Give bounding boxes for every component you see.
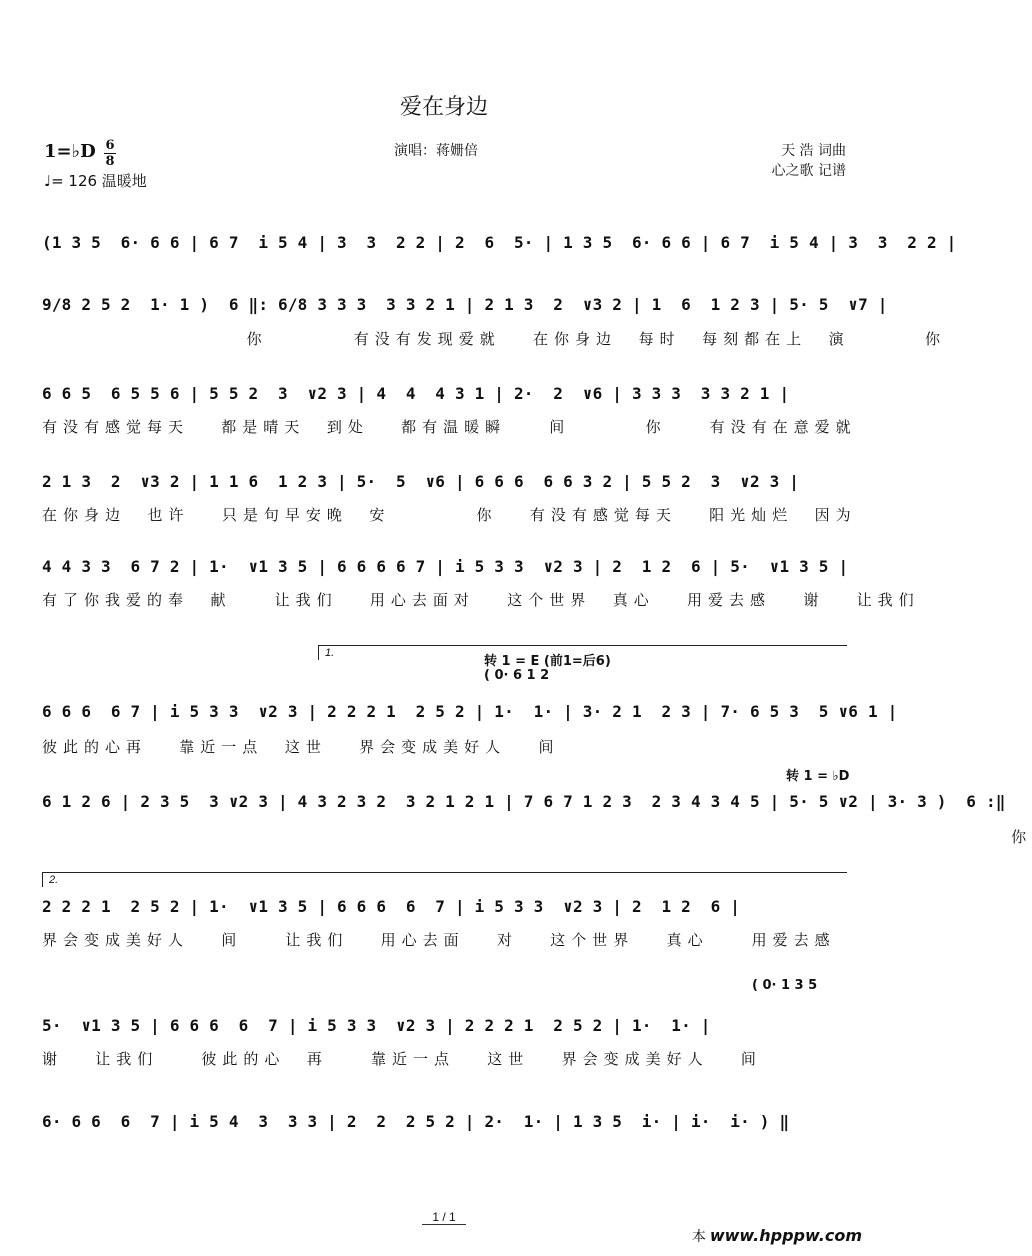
page-number-text: 1 / 1: [422, 1210, 465, 1225]
watermark: [692, 1226, 862, 1246]
modulation-marking-1: 转 1 = E (前1=后6): [484, 654, 611, 669]
transcriber-credit: 心之歌 记谱: [771, 163, 846, 179]
time-signature-top: 6: [105, 138, 115, 153]
notation-row-8: 2 2 2 1 2 5 2 | 1· ∨1 3 5 | 6 6 6 6 7 | i 5 3 3 ∨2 3 | 2 1 2 6 |: [42, 897, 741, 916]
lyrics-row-3: 有没有感觉每天 都是晴天 到处 都有温暖瞬 间 你 有没有在意爱就: [42, 418, 857, 436]
key-signature: 1=♭D: [44, 141, 96, 162]
volta-bracket-2: [42, 872, 847, 887]
notation-row-6: 6 6 6 6 7 | i 5 3 3 ∨2 3 | 2 2 2 1 2 5 2 | 1· 1· | 3· 2 1 2 3 | 7· 6 5 3 5 ∨6 1 |: [42, 702, 898, 721]
page-number: [0, 1210, 888, 1224]
composer-credit: 天 浩 词曲: [781, 143, 846, 159]
notation-row-5: 4 4 3 3 6 7 2 | 1· ∨1 3 5 | 6 6 6 6 7 | i 5 3 3 ∨2 3 | 2 1 2 6 | 5· ∨1 3 5 |: [42, 557, 849, 576]
page-title: 爱在身边: [399, 95, 488, 120]
notation-row-10: 6· 6 6 6 7 | i 5 4 3 3 3 | 2 2 2 5 2 | 2· 1· | 1 3 5 i· | i· i· ) ‖: [42, 1112, 790, 1131]
lyrics-row-7: 你: [42, 828, 1032, 846]
lyrics-row-8: 界会变成美好人 间 让我们 用心去面 对 这个世界 真心 用爱去感: [42, 931, 836, 949]
volta-label-1: 1.: [325, 647, 335, 659]
lyrics-row-9: 谢 让我们 彼此的心 再 靠近一点 这世 界会变成美好人 间: [42, 1050, 762, 1068]
time-signature: [104, 139, 116, 168]
watermark-prefix: 本: [691, 1229, 706, 1245]
notation-row-3: 6 6 5 6 5 5 6 | 5 5 2 3 ∨2 3 | 4 4 4 3 1 | 2· 2 ∨6 | 3 3 3 3 3 2 1 |: [42, 384, 790, 403]
modulation-marking-2: 转 1 = ♭D: [786, 769, 850, 784]
intro-pickup-1: ( 0· 6 1 2: [484, 668, 550, 683]
notation-row-7: 6 1 2 6 | 2 3 5 3 ∨2 3 | 4 3 2 3 2 3 2 1 2 1 | 7 6 7 1 2 3 2 3 4 3 4 5 | 5· 5 ∨2 | 3· 3 ) 6 :‖: [42, 792, 1006, 811]
lyrics-row-2: 你 有没有发现爱就 在你身边 每时 每刻都在上 演 你: [42, 330, 947, 348]
notation-row-1: (1 3 5 6· 6 6 | 6 7 i 5 4 | 3 3 2 2 | 2 6 5· | 1 3 5 6· 6 6 | 6 7 i 5 4 | 3 3 2 2 |: [42, 233, 957, 252]
notation-row-4: 2 1 3 2 ∨3 2 | 1 1 6 1 2 3 | 5· 5 ∨6 | 6 6 6 6 6 3 2 | 5 5 2 3 ∨2 3 |: [42, 472, 800, 491]
singer-credit: 演唱：蒋姗倍: [394, 143, 478, 159]
lyrics-row-4: 在你身边 也许 只是句早安晚 安 你 有没有感觉每天 阳光灿烂 因为: [42, 506, 857, 524]
volta-label-2: 2.: [49, 874, 59, 886]
notation-row-9: 5· ∨1 3 5 | 6 6 6 6 7 | i 5 3 3 ∨2 3 | 2 2 2 1 2 5 2 | 1· 1· |: [42, 1016, 711, 1035]
notation-row-2: 9/8 2 5 2 1· 1 ) 6 ‖: 6/8 3 3 3 3 3 2 1 | 2 1 3 2 ∨3 2 | 1 6 1 2 3 | 5· 5 ∨7 |: [42, 295, 888, 314]
time-signature-bottom: 8: [105, 154, 115, 169]
lyrics-row-6: 彼此的心再 靠近一点 这世 界会变成美好人 间: [42, 738, 560, 756]
intro-pickup-2: ( 0· 1 3 5: [752, 978, 818, 993]
watermark-text: www.hpppw.com: [709, 1226, 862, 1245]
tempo-marking: ♩= 126 温暖地: [44, 172, 147, 190]
lyrics-row-5: 有了你我爱的奉 献 让我们 用心去面对 这个世界 真心 用爱去感 谢 让我们: [42, 591, 920, 609]
